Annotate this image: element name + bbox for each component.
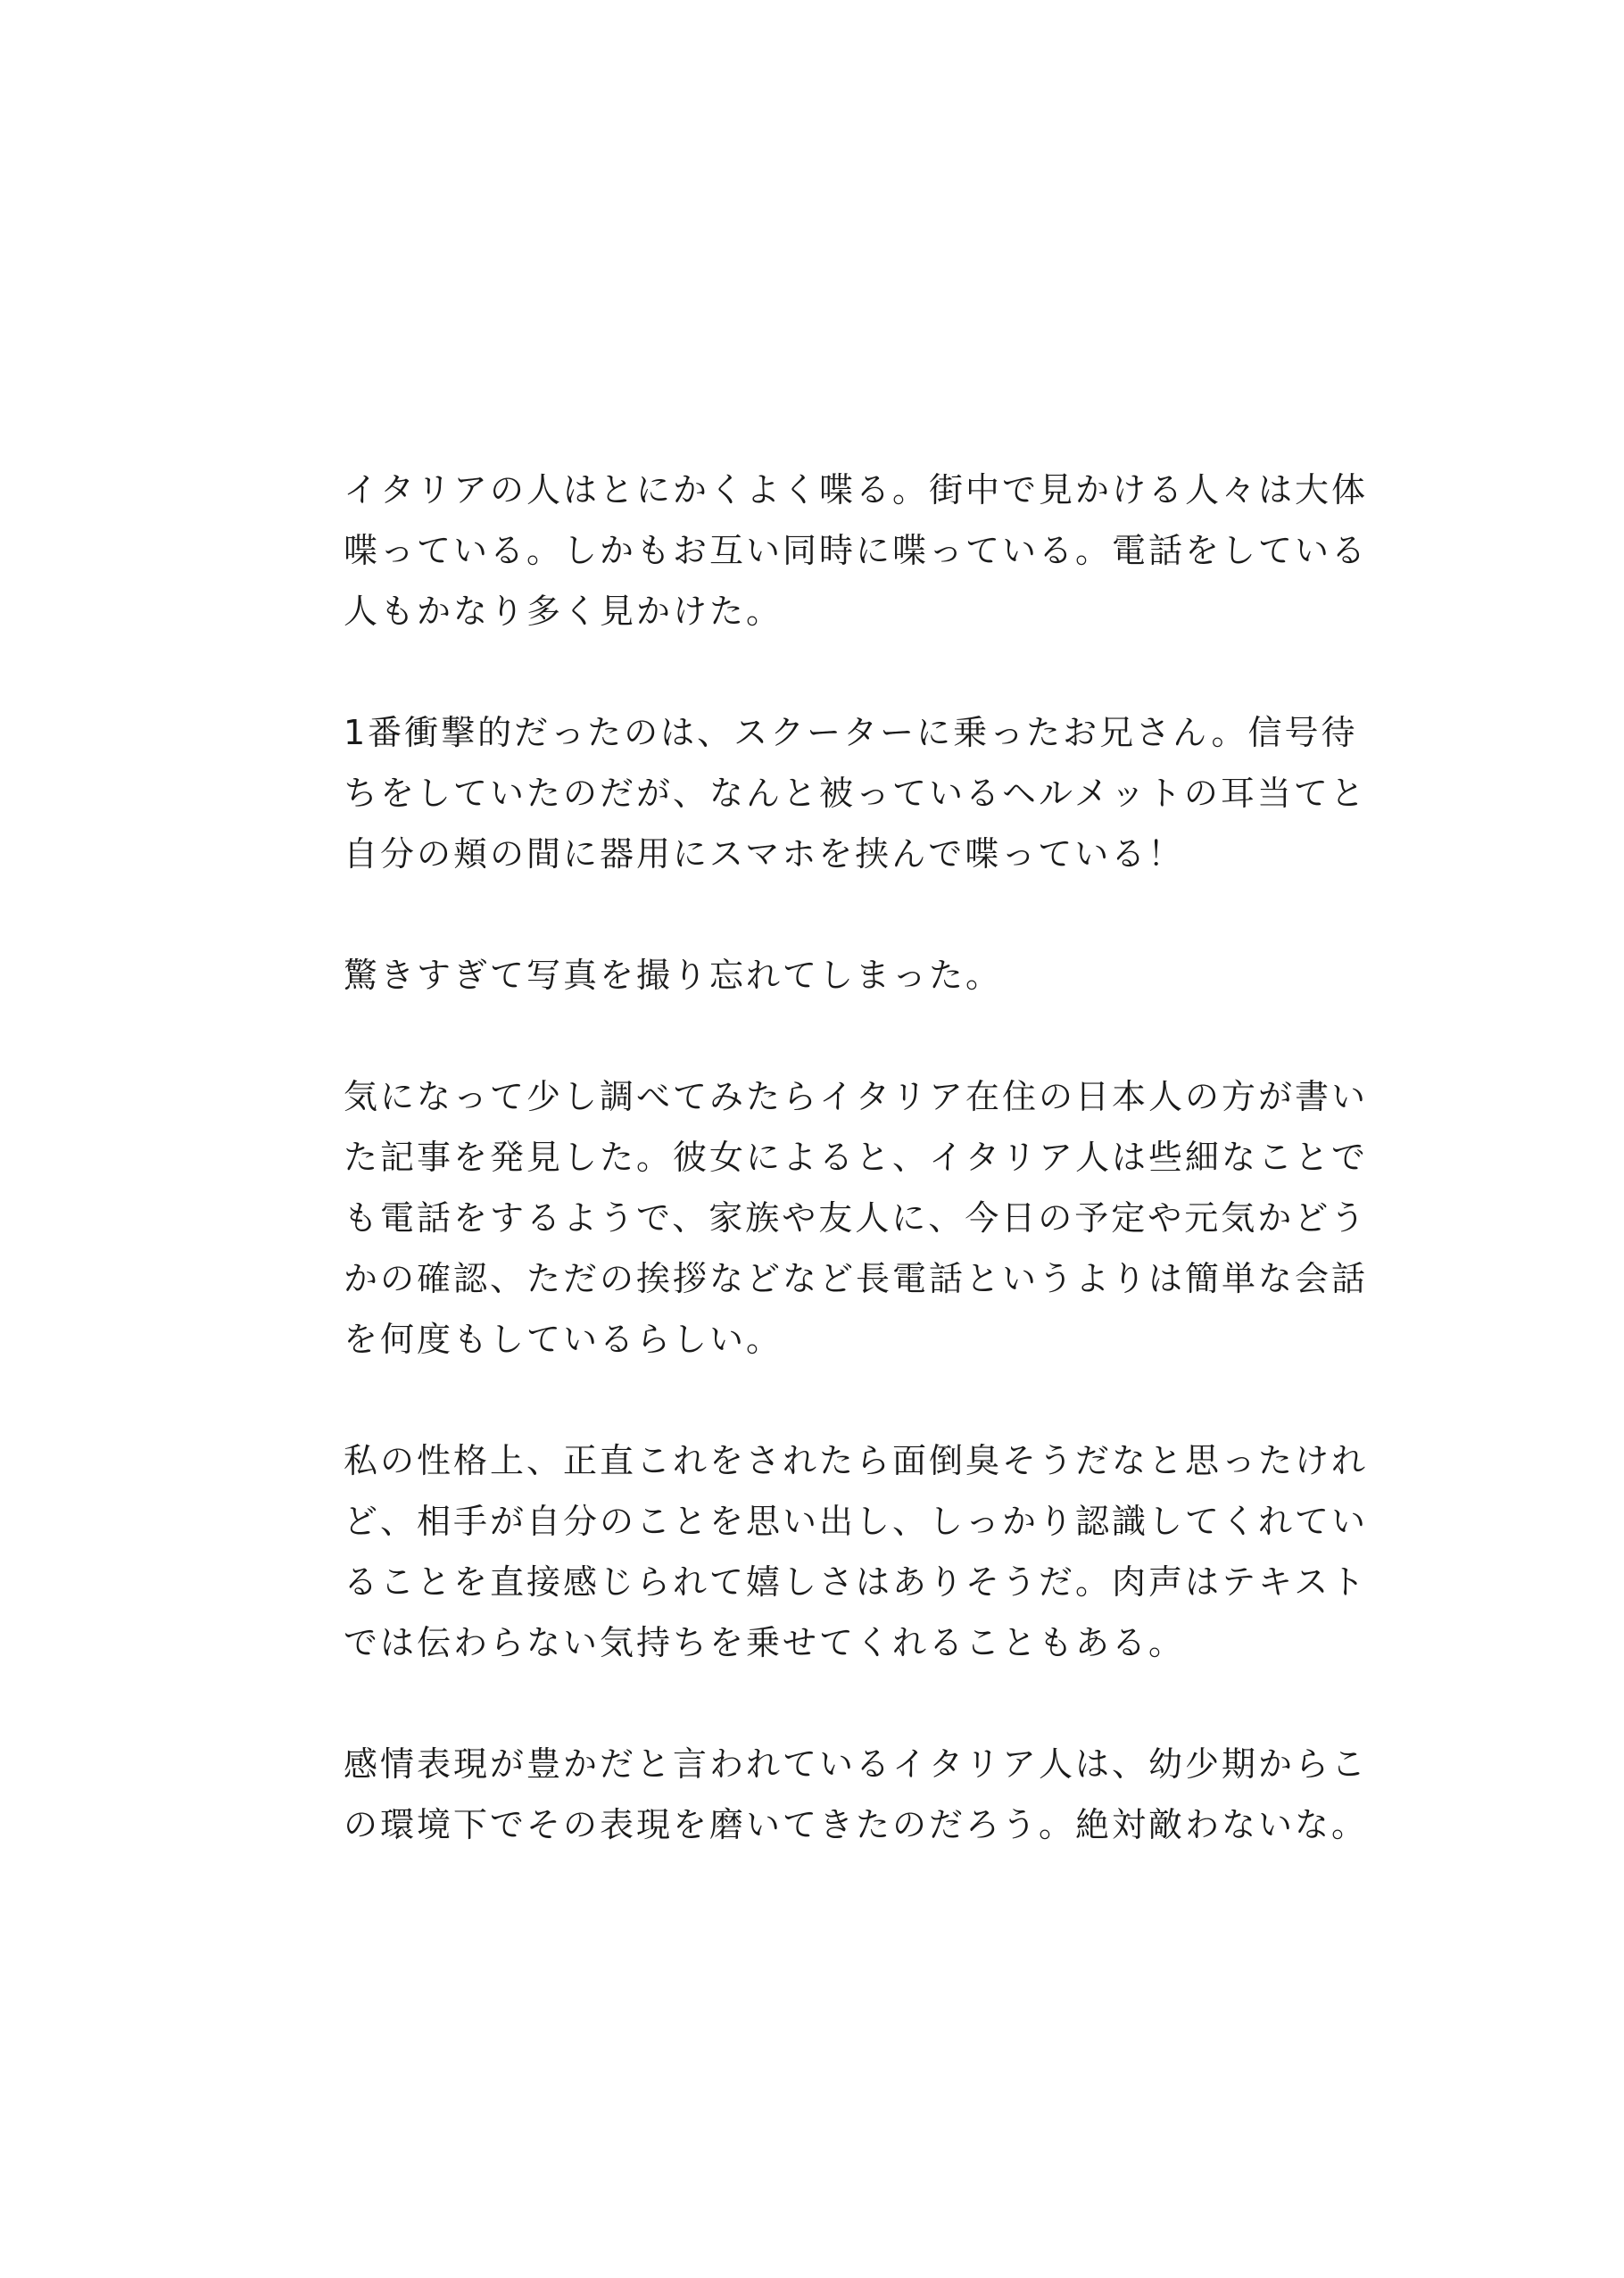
- text-line: イタリアの人はとにかくよく喋る。街中で見かける人々は大体: [344, 470, 1369, 509]
- text-line: ることを直接感じられて嬉しさはありそうだ。肉声はテキスト: [344, 1562, 1368, 1602]
- text-line: 人もかなり多く見かけた。: [344, 592, 783, 631]
- text-line: を何度もしているらしい。: [344, 1320, 783, 1359]
- text-line: ちをしていたのだが、なんと被っているヘルメットの耳当てと: [344, 774, 1367, 813]
- text-line: 感情表現が豊かだと言われているイタリア人は、幼少期からこ: [344, 1744, 1369, 1784]
- text-line: た記事を発見した。彼女によると、イタリア人は些細なことで: [344, 1138, 1369, 1177]
- paragraph-5: [344, 1430, 1369, 1673]
- text-line: 私の性格上、正直これをされたら面倒臭そうだなと思ったけれ: [344, 1441, 1369, 1480]
- paragraph-6: [344, 1734, 1369, 1855]
- text-line: 気になって少し調べてみたらイタリア在住の日本人の方が書い: [344, 1077, 1369, 1116]
- paragraph-3: [344, 945, 1307, 1006]
- text-line: も電話をするようで、家族や友人に、今日の予定や元気かどう: [344, 1198, 1368, 1238]
- paragraph-4: [344, 1066, 1369, 1370]
- paragraph-2: [344, 702, 1367, 884]
- text-line: 自分の頬の間に器用にスマホを挟んで喋っている！: [344, 834, 1185, 874]
- paragraph-1: [344, 460, 1369, 642]
- text-line: ど、相手が自分のことを思い出し、しっかり認識してくれてい: [344, 1502, 1369, 1541]
- text-line: の環境下でその表現を磨いてきたのだろう。絶対敵わないな。: [344, 1805, 1369, 1844]
- text-line: 1番衝撃的だったのは、スクーターに乗ったお兄さん。信号待: [344, 713, 1358, 752]
- text-line: 喋っている。しかもお互い同時に喋っている。電話をしている: [344, 531, 1369, 570]
- text-line: 驚きすぎて写真を撮り忘れてしまった。: [344, 956, 1003, 995]
- text-line: では伝わらない気持ちを乗せてくれることもある。: [344, 1623, 1186, 1662]
- essay-body: [344, 460, 1369, 1916]
- text-line: かの確認、ただの挨拶などなど長電話というよりは簡単な会話: [344, 1259, 1369, 1298]
